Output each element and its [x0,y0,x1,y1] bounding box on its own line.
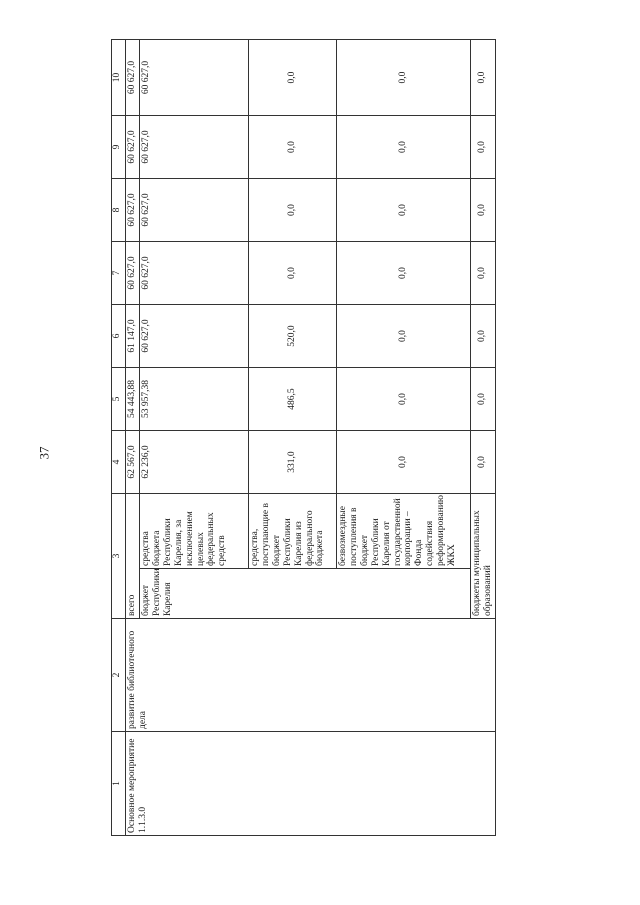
cell-value: 60 627,0 [139,179,248,242]
cell-value: 60 627,0 [126,242,140,305]
page-number: 37 [36,446,52,460]
cell-value: 0,0 [336,242,470,305]
cell-value: 60 627,0 [126,116,140,179]
header-col-4: 4 [112,431,126,494]
row-label-federal: средства, поступающие в бюджет Республики Карелия из федерального бюджета [248,494,336,569]
row-label-total: всего [126,494,140,619]
cell-value: 60 627,0 [139,242,248,305]
cell-value: 60 627,0 [126,179,140,242]
row-label-gratuitous: безвозмездные поступления в бюджет Республики Карелия от государственной корпорации – Фонда содействия реформированию ЖКХ [336,494,470,569]
header-row [112,40,126,836]
cell-value: 0,0 [248,116,336,179]
header-col-1: 1 [112,732,126,836]
cell-value: 486,5 [248,368,336,431]
cell-value: 61 147,0 [126,305,140,368]
cell-value: 0,0 [336,116,470,179]
header-col-8: 8 [112,179,126,242]
cell-value: 331,0 [248,431,336,494]
cell-value: 0,0 [248,242,336,305]
row-group-label-budget: бюджет Республики Карелия [139,569,470,619]
cell-value: 520,0 [248,305,336,368]
row-label-budget-own: средства бюджета Республики Карелия, за исключением целевых федеральных средств [139,494,248,569]
header-col-2: 2 [112,619,126,732]
header-col-10: 10 [112,40,126,116]
cell-value: 0,0 [248,179,336,242]
row-label-municipal: бюджеты муниципальных образований [470,494,495,619]
header-col-9: 9 [112,116,126,179]
cell-value: 0,0 [336,40,470,116]
cell-value: 0,0 [470,40,495,116]
header-col-5: 5 [112,368,126,431]
event-name: Основное мероприятие 1.1.3.0 [126,732,496,836]
cell-value: 0,0 [470,242,495,305]
cell-value: 0,0 [248,40,336,116]
cell-value: 0,0 [336,179,470,242]
cell-value: 54 443,88 [126,368,140,431]
cell-value: 0,0 [470,179,495,242]
header-col-6: 6 [112,305,126,368]
cell-value: 0,0 [336,431,470,494]
cell-value: 62 567,0 [126,431,140,494]
cell-value: 0,0 [336,368,470,431]
funding-table [111,39,496,836]
cell-value: 0,0 [470,305,495,368]
cell-value: 0,0 [470,116,495,179]
cell-value: 0,0 [470,431,495,494]
funding-table-container [111,40,493,836]
rotated-content [111,40,493,836]
cell-value: 60 627,0 [126,40,140,116]
event-description: развитие библиотечного дела [126,619,496,732]
cell-value: 0,0 [336,305,470,368]
cell-value: 60 627,0 [139,305,248,368]
header-col-7: 7 [112,242,126,305]
cell-value: 60 627,0 [139,116,248,179]
cell-value: 62 236,0 [139,431,248,494]
table-row-total [126,40,140,836]
table-header [112,40,126,836]
cell-value: 53 957,38 [139,368,248,431]
cell-value: 60 627,0 [139,40,248,116]
header-col-3: 3 [112,494,126,619]
cell-value: 0,0 [470,368,495,431]
